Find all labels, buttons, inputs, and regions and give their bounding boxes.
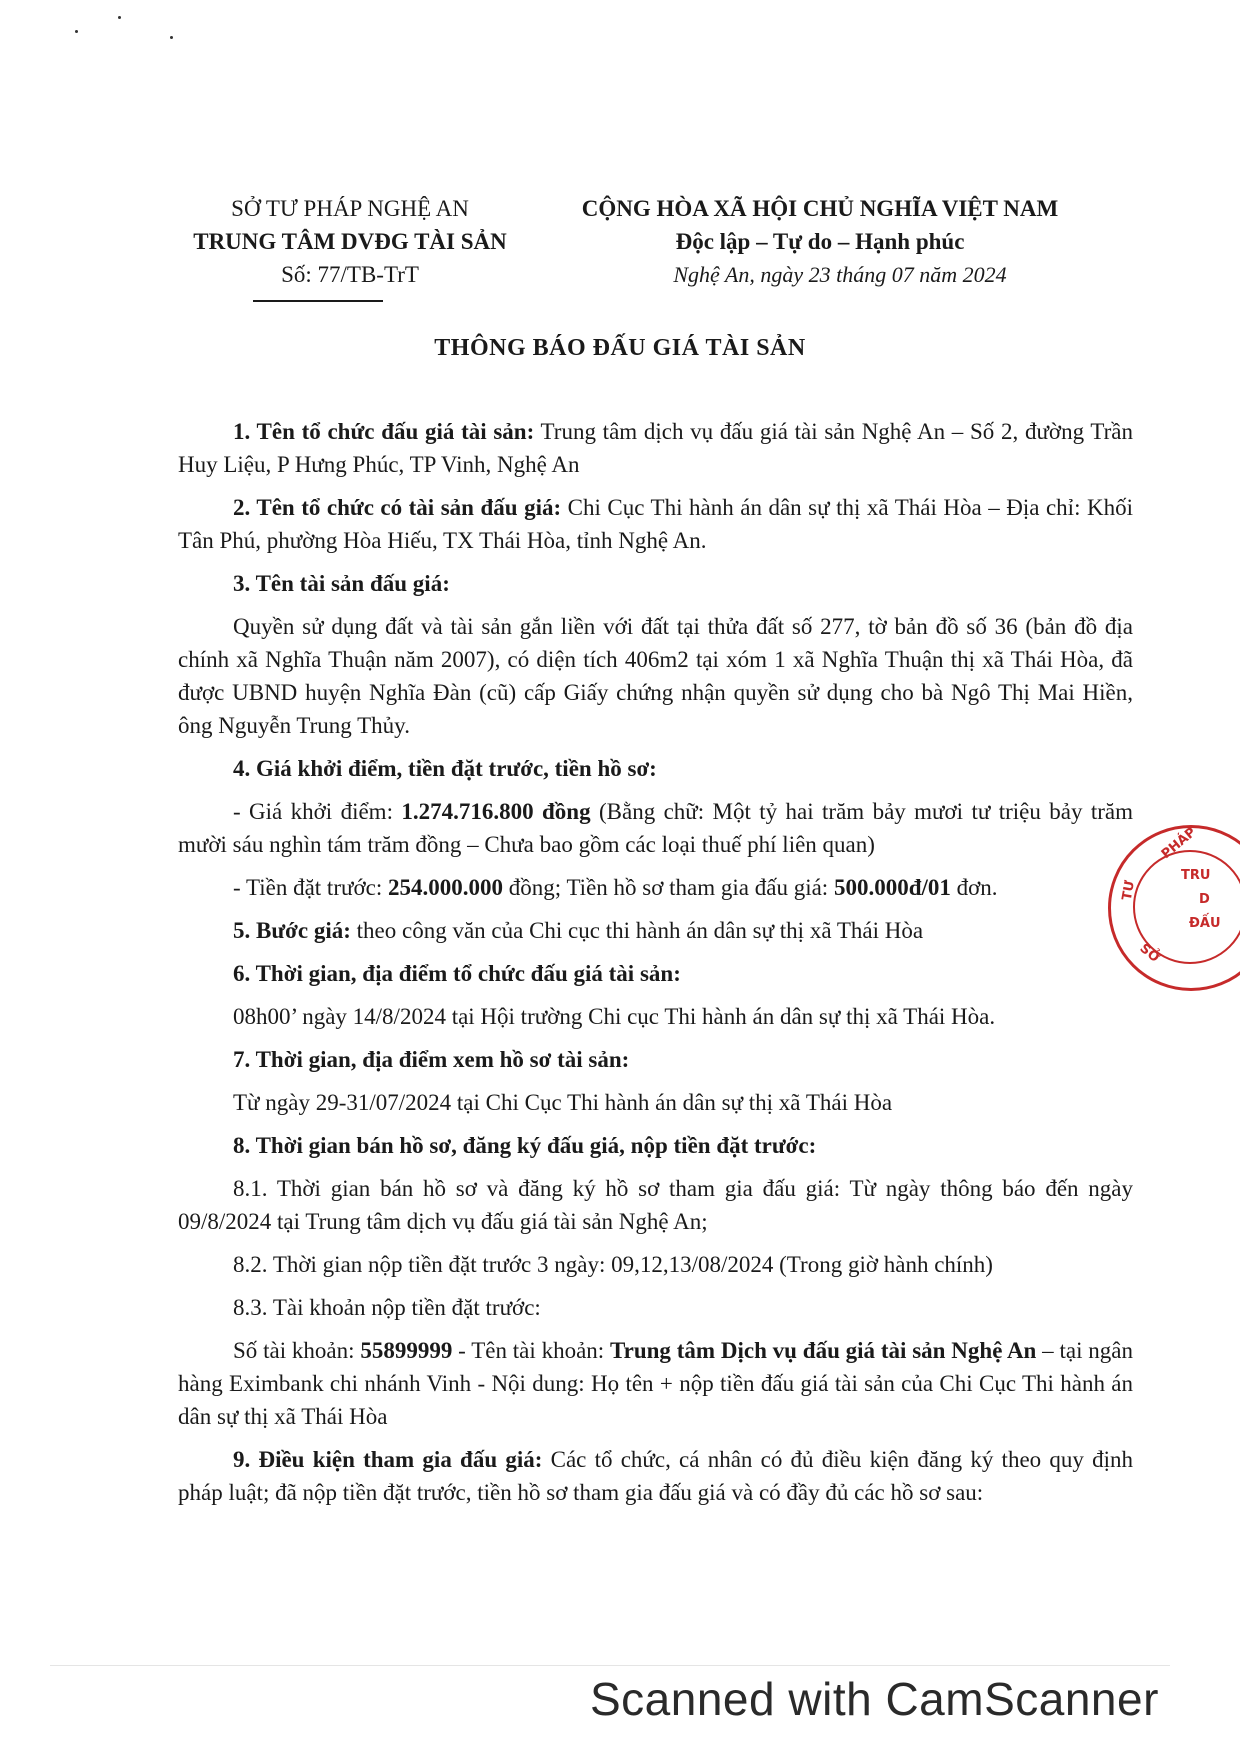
fee-value: 500.000đ/01 xyxy=(833,875,951,900)
section-8-label: 8. Thời gian bán hồ sơ, đăng ký đấu giá, nộp tiền đặt trước: xyxy=(233,1133,817,1158)
section-9 xyxy=(178,1443,1133,1509)
section-5 xyxy=(178,914,1133,947)
agency-name: SỞ TƯ PHÁP NGHỆ AN xyxy=(231,196,469,221)
account-number: 55899999 xyxy=(360,1338,453,1363)
bank-account xyxy=(178,1334,1133,1433)
document-body xyxy=(178,415,1133,1519)
section-7-label: 7. Thời gian, địa điểm xem hồ sơ tài sản: xyxy=(233,1047,630,1072)
camscanner-watermark: Scanned with CamScanner xyxy=(590,1673,1159,1725)
section-2 xyxy=(178,491,1133,557)
header-left xyxy=(160,192,540,291)
stamp-text: SỞ xyxy=(1136,941,1163,966)
section-7-text: Từ ngày 29-31/07/2024 tại Chi Cục Thi hành án dân sự thị xã Thái Hòa xyxy=(233,1090,893,1115)
section-6-text: 08h00’ ngày 14/8/2024 tại Hội trường Chi cục Thi hành án dân sự thị xã Thái Hòa. xyxy=(233,1004,996,1029)
section-1-label: 1. Tên tổ chức đấu giá tài sản: xyxy=(233,419,535,444)
section-8-3: 8.3. Tài khoản nộp tiền đặt trước: xyxy=(233,1295,541,1320)
section-2-label: 2. Tên tổ chức có tài sản đấu giá: xyxy=(233,495,562,520)
section-4-label: 4. Giá khởi điểm, tiền đặt trước, tiền hồ sơ: xyxy=(233,756,657,781)
header-right xyxy=(540,192,1100,291)
stamp-text: TRU xyxy=(1181,868,1211,883)
section-1-text: Trung tâm dịch vụ đấu giá tài sản Nghệ An – Số 2, đường Trần Huy Liệu, P Hưng Phúc, TP Vinh, Nghệ An xyxy=(178,419,1133,477)
center-name: TRUNG TÂM DVĐG TÀI SẢN xyxy=(193,229,507,254)
motto: Độc lập – Tự do – Hạnh phúc xyxy=(675,229,965,254)
section-8-heading xyxy=(178,1129,1133,1162)
section-9-label: 9. Điều kiện tham gia đấu giá: xyxy=(233,1447,543,1472)
section-4-heading xyxy=(178,752,1133,785)
starting-price-value: 1.274.716.800 đồng xyxy=(401,799,591,824)
account-name-label: - Tên tài khoản: xyxy=(452,1338,610,1363)
section-3-label: 3. Tên tài sản đấu giá: xyxy=(233,571,450,596)
scan-speck xyxy=(170,36,173,39)
document-date: Nghệ An, ngày 23 tháng 07 năm 2024 xyxy=(673,262,1007,287)
stamp-text: PHÁP xyxy=(1158,824,1200,863)
fee-label: đồng; Tiền hồ sơ tham gia đấu giá: xyxy=(502,875,834,900)
stamp-text: ĐẤU xyxy=(1189,916,1221,931)
nation-name: CỘNG HÒA XÃ HỘI CHỦ NGHĨA VIỆT NAM xyxy=(581,196,1059,221)
section-1 xyxy=(178,415,1133,481)
deposit-label: - Tiền đặt trước: xyxy=(233,875,388,900)
starting-price xyxy=(178,795,1133,861)
starting-price-label: - Giá khởi điểm: xyxy=(233,799,402,824)
section-6-label: 6. Thời gian, địa điểm tổ chức đấu giá tài sản: xyxy=(233,961,681,986)
stamp-text: D xyxy=(1199,892,1210,907)
section-8-1: 8.1. Thời gian bán hồ sơ và đăng ký hồ sơ tham gia đấu giá: Từ ngày thông báo đến ngày 09/8/2024 tại Trung tâm dịch vụ đấu giá tài sản Nghệ An; xyxy=(178,1176,1133,1234)
starting-price-words: (Bằng chữ: Một tỷ hai trăm bảy mươi tư triệu bảy trăm mười sáu nghìn tám trăm đồng – Chưa bao gồm các loại thuế phí liên quan) xyxy=(178,799,1133,857)
deposit-value: 254.000.000 xyxy=(387,875,503,900)
footer-divider xyxy=(50,1665,1170,1666)
scan-speck xyxy=(75,30,78,33)
account-name: Trung tâm Dịch vụ đấu giá tài sản Nghệ An xyxy=(609,1338,1037,1363)
scan-speck xyxy=(118,16,121,19)
section-2-text: Chi Cục Thi hành án dân sự thị xã Thái Hòa – Địa chỉ: Khối Tân Phú, phường Hòa Hiếu, TX Thái Hòa, tỉnh Nghệ An. xyxy=(178,495,1133,553)
section-5-label: 5. Bước giá: xyxy=(233,918,351,943)
section-3-text: Quyền sử dụng đất và tài sản gắn liền với đất tại thửa đất số 277, tờ bản đồ số 36 (bản đồ địa chính xã Nghĩa Thuận năm 2007), có diện tích 406m2 tại xóm 1 xã Nghĩa Thuận thị xã Thái Hòa, đã được UBND huyện Nghĩa Đàn (cũ) cấp Giấy chứng nhận quyền sử dụng cho bà Ngô Thị Mai Hiền, ông Nguyễn Trung Thủy. xyxy=(178,614,1133,738)
section-7-heading xyxy=(178,1043,1133,1076)
section-5-text: theo công văn của Chi cục thi hành án dân sự thị xã Thái Hòa xyxy=(350,918,924,943)
document-number: Số: 77/TB-TrT xyxy=(281,262,419,287)
section-9-text: Các tổ chức, cá nhân có đủ điều kiện đăng ký theo quy định pháp luật; đã nộp tiền đặt trước, tiền hồ sơ tham gia đấu giá và có đầy đủ các hồ sơ sau: xyxy=(178,1447,1133,1505)
fee-suffix: đơn. xyxy=(950,875,998,900)
deposit-and-fee xyxy=(178,871,1133,904)
account-number-label: Số tài khoản: xyxy=(233,1338,361,1363)
account-details: – tại ngân hàng Eximbank chi nhánh Vinh - Nội dung: Họ tên + nộp tiền đấu giá tài sản của Chi Cục Thi hành án dân sự thị xã Thái Hòa xyxy=(178,1338,1133,1429)
stamp-text: TƯ xyxy=(1119,879,1138,902)
section-3-heading xyxy=(178,567,1133,600)
section-8-2: 8.2. Thời gian nộp tiền đặt trước 3 ngày: 09,12,13/08/2024 (Trong giờ hành chính) xyxy=(233,1252,993,1277)
section-6-heading xyxy=(178,957,1133,990)
header-underline xyxy=(253,300,383,302)
document-title: THÔNG BÁO ĐẤU GIÁ TÀI SẢN xyxy=(434,335,806,361)
